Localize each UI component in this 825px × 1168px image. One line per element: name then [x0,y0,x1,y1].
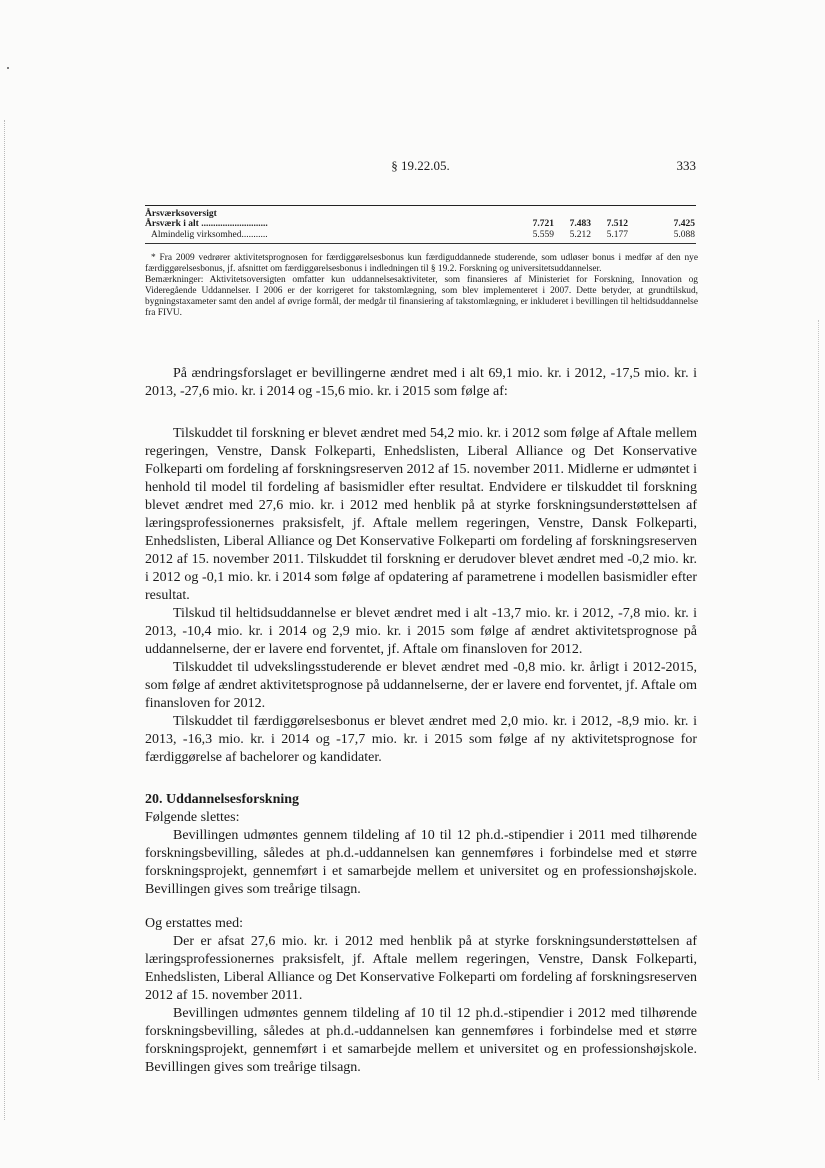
footnote: * Fra 2009 vedrører aktivitetsprognosen for færdiggørelsesbonus kun færdiguddannede studerende, som udløser bonus i medfør af den nye færdiggørelsesbonus, jf. afsnittet om færdiggørelsesbonus i indledningen til § 19.2. Forskning og universitetsuddannelser. [145,253,698,275]
page-number: 333 [676,158,696,173]
table-row [145,219,696,230]
intro-paragraph: På ændringsforslaget er bevillingerne ændret med i alt 69,1 mio. kr. i 2012, -17,5 mio. kr. i 2013, -27,6 mio. kr. i 2014 og -15,6 mio. kr. i 2015 som følge af: [145,366,697,399]
section-heading: 20. Uddannelsesforskning [145,792,300,807]
table-row [145,230,696,241]
table-cell: 7.483 [569,219,591,229]
delete-label: Følgende slettes: [145,810,240,825]
table-cell: 5.177 [606,230,628,240]
scan-edge-right [818,320,819,1080]
overview-table [145,205,696,244]
main-text [145,365,697,1077]
paragraph-udvekslingsstuderende: Tilskuddet til udvekslingsstuderende er blevet ændret med -0,8 mio. kr. årligt i 2012-2015, som følge af ændret aktivitetsprognose på uddannelserne, der er lavere end forventet, jf. Aftale om finansloven for 2012. [145,660,697,711]
replace-label: Og erstattes med: [145,916,243,931]
table-cell: 7.425 [673,219,695,229]
paragraph-faerdiggoerelsesbonus: Tilskuddet til færdiggørelsesbonus er blevet ændret med 2,0 mio. kr. i 2012, -8,9 mio. kr. i 2013, -16,3 mio. kr. i 2014 og -17,7 mio. kr. i 2015 som følge af ny aktivitetsprognose for færdiggørelse af bachelorer og kandidater. [145,714,697,765]
table-cell: 7.721 [532,219,554,229]
table-cell: 5.559 [532,230,554,240]
table-title: Årsværksoversigt [145,209,217,219]
table-notes [145,253,698,320]
table-bottom-rule [145,243,696,244]
remark: Bemærkninger: Aktivitetsoversigten omfatter kun uddannelsesaktiviteter, som finansieres af Ministeriet for Forskning, Innovation og Videregående Uddannelser. I 2006 er der korrigeret for takstomlægning, som blev implementeret i 2007. Dette betyder, at grundtilskud, bygningstaxameter samt den andel af øvrige formål, der medgår til finansiering af takstomlægning, er inkluderet i bevillingen til heltidsuddannelse fra FIVU. [145,275,698,319]
deleted-text: Bevillingen udmøntes gennem tildeling af 10 til 12 ph.d.-stipendier i 2011 med tilhørende forskningsbevilling, således at ph.d.-uddannelsen kan gennemføres i forbindelse med et større forskningsprojekt, gennemført i et samarbejde mellem et universitet og en professionshøjskole. Bevillingen gives som treårige tilsagn. [145,828,697,897]
scan-edge-left [4,120,5,1120]
paragraph-forskning: Tilskuddet til forskning er blevet ændret med 54,2 mio. kr. i 2012 som følge af Aftale mellem regeringen, Venstre, Dansk Folkeparti, Enhedslisten, Liberal Alliance og Det Konservative Folkeparti om fordeling af forskningsreserven 2012 af 15. november 2011. Midlerne er udmøntet i henhold til model til fordeling af basismidler efter resultat. Endvidere er tilskuddet til forskning blevet ændret med 27,6 mio. kr. i 2012 med henblik på at styrke forskningsunderstøttelsen af læringsprofessionernes praksisfelt, jf. Aftale mellem regeringen, Venstre, Dansk Folkeparti, Enhedslisten, Liberal Alliance og Det Konservative Folkeparti om fordeling af forskningsreserven 2012 af 15. november 2011. Tilskuddet til forskning er derudover blevet ændret med -0,2 mio. kr. i 2012 og -0,1 mio. kr. i 2014 som følge af opdatering af parametrene i modellen basismidler efter resultat. [145,426,697,603]
page-header [145,158,696,176]
row-label: Almindelig virksomhed........... [151,230,268,240]
new-text-paragraph: Der er afsat 27,6 mio. kr. i 2012 med henblik på at styrke forskningsunderstøttelsen af læringsprofessionernes praksisfelt, jf. Aftale mellem regeringen, Venstre, Dansk Folkeparti, Enhedslisten, Liberal Alliance og Det Konservative Folkeparti om fordeling af forskningsreserven 2012 af 15. november 2011. [145,934,697,1003]
table-cell: 5.212 [569,230,591,240]
paragraph-heltidsuddannelse: Tilskud til heltidsuddannelse er blevet ændret med i alt -13,7 mio. kr. i 2012, -7,8 mio. kr. i 2013, -10,4 mio. kr. i 2014 og 2,9 mio. kr. i 2015 som følge af ændret aktivitetsprognose på uddannelserne, der er lavere end forventet, jf. Aftale om finansloven for 2012. [145,606,697,657]
scan-speck [7,67,9,69]
row-label: Årsværk i alt ............................ [145,219,268,229]
section-number: § 19.22.05. [391,158,450,173]
table-cell: 5.088 [673,230,695,240]
table-cell: 7.512 [606,219,628,229]
new-text-paragraph: Bevillingen udmøntes gennem tildeling af 10 til 12 ph.d.-stipendier i 2012 med tilhørende forskningsbevilling, således at ph.d.-uddannelsen kan gennemføres i forbindelse med et større forskningsprojekt, gennemført i et samarbejde mellem et universitet og en professionshøjskole. Bevillingen gives som treårige tilsagn. [145,1006,697,1075]
table-top-rule [145,205,696,206]
